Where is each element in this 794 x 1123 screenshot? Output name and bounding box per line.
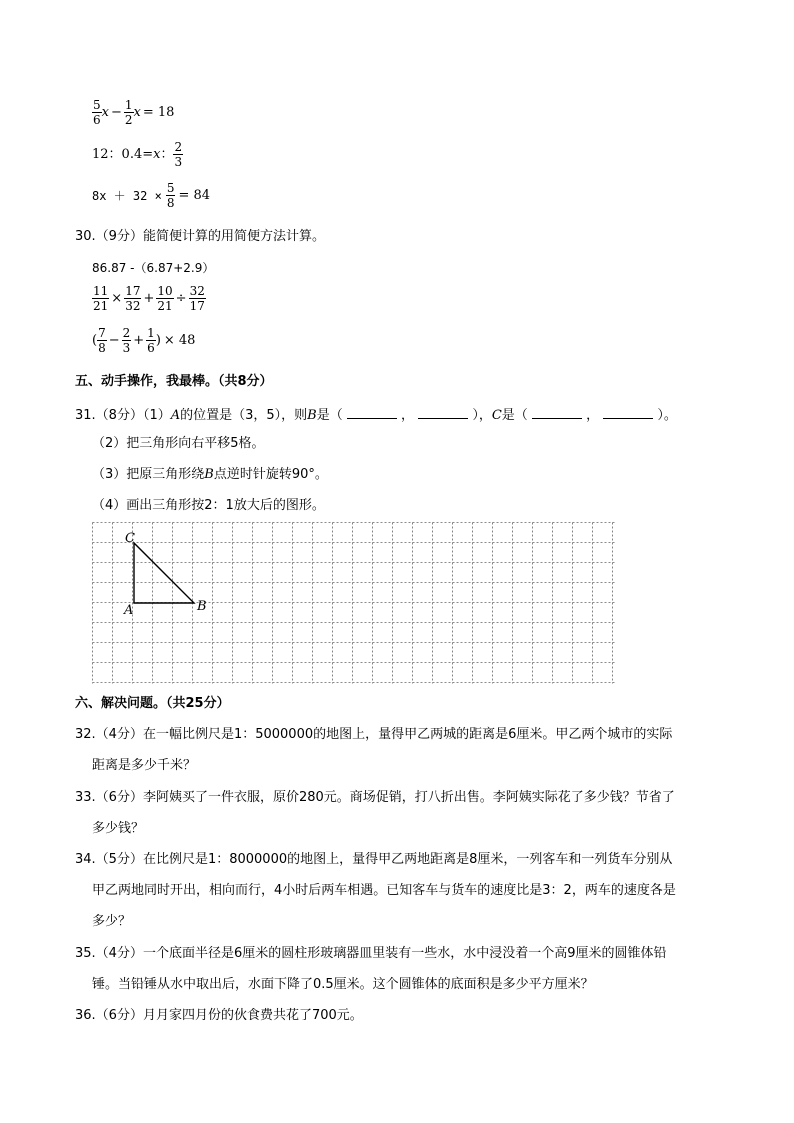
equation-lhs: 8x ＋ 32 × xyxy=(92,188,162,203)
point-label: B xyxy=(204,467,214,482)
answer-blank[interactable] xyxy=(418,405,468,419)
fraction: $\frac{11}{21}$ xyxy=(93,284,109,313)
fraction-5-8: $\frac{5}{8}$ xyxy=(166,181,175,210)
variable-x: x xyxy=(101,104,109,120)
operator: + xyxy=(143,290,155,306)
question-34-line-2: 甲乙两地同时开出，相向而行，4小时后两车相遇。已知客车与货车的速度比是3：2，两车的速度各是 xyxy=(92,883,676,898)
open-paren: ( xyxy=(92,332,98,348)
fraction: $\frac{1}{6}$ xyxy=(147,326,155,355)
question-30-line-1: 86.87 -（6.87+2.9） xyxy=(92,261,215,275)
fraction-1-2: $\frac{1}{2}$ xyxy=(124,98,133,127)
fraction: $\frac{32}{17}$ xyxy=(189,284,205,313)
colon-sign: ： xyxy=(160,146,174,162)
equation-2 xyxy=(92,140,183,169)
equation-rhs: = 84 xyxy=(178,187,211,203)
operator: × xyxy=(111,290,123,306)
question-31-sub-2: （2）把三角形向右平移5格。 xyxy=(92,436,265,451)
fraction: $\frac{10}{21}$ xyxy=(157,284,173,313)
question-30-title: 30.（9分）能简便计算的用简便方法计算。 xyxy=(75,229,325,244)
text: ， xyxy=(586,408,600,423)
equation-1 xyxy=(92,98,174,127)
question-32-line-2: 距离是多少千米？ xyxy=(92,758,197,773)
text: 点逆时针旋转90°。 xyxy=(213,467,328,482)
label-a: A xyxy=(124,603,134,618)
equation-lhs: 12：0.4= xyxy=(92,146,154,162)
text: 是（ xyxy=(501,408,528,423)
operator: − xyxy=(108,332,120,348)
fraction: $\frac{7}{8}$ xyxy=(98,326,106,355)
point-label: C xyxy=(491,408,502,423)
fraction: $\frac{2}{3}$ xyxy=(122,326,131,355)
text: ， xyxy=(401,408,415,423)
question-32-line-1: 32.（4分）在一幅比例尺是1：5000000的地图上，量得甲乙两城的距离是6厘米。甲乙两个城市的实际 xyxy=(75,727,673,742)
variable-x: x xyxy=(153,146,161,162)
fraction-2-3: $\frac{2}{3}$ xyxy=(174,140,183,169)
question-33-line-2: 多少钱？ xyxy=(92,821,145,836)
text: ）。 xyxy=(657,408,677,423)
grid-figure[interactable] xyxy=(92,522,615,684)
point-label: B xyxy=(307,408,317,423)
text: （3）把原三角形绕 xyxy=(92,467,205,482)
question-36-line-1: 36.（6分）月月家四月份的伙食费共花了700元。 xyxy=(75,1008,363,1023)
question-30-line-2 xyxy=(92,284,206,313)
section-6-heading: 六、解决问题。（共25分） xyxy=(75,696,230,711)
minus-sign: − xyxy=(110,104,122,120)
text: 的位置是（3，5），则 xyxy=(180,408,308,423)
point-label: A xyxy=(170,408,181,423)
question-34-line-1: 34.（5分）在比例尺是1：8000000的地图上，量得甲乙两地距离是8厘米，一列客车和一列货车分别从 xyxy=(75,852,673,867)
text: 31.（8分）（1） xyxy=(75,408,171,423)
triangle-abc xyxy=(134,543,194,603)
variable-x: x xyxy=(133,104,141,120)
question-33-line-1: 33.（6分）李阿姨买了一件衣服，原价280元。商场促销，打八折出售。李阿姨实际花了多少钱？节省了 xyxy=(75,790,675,805)
question-35-line-1: 35.（4分）一个底面半径是6厘米的圆柱形玻璃器皿里装有一些水，水中浸没着一个高9厘米的圆锥体铅 xyxy=(75,946,667,961)
text: ）， xyxy=(472,408,492,423)
question-31-sub-3 xyxy=(92,467,328,483)
label-b: B xyxy=(197,599,207,614)
equation-rhs: = 18 xyxy=(142,104,175,120)
answer-blank[interactable] xyxy=(347,405,397,419)
equation-rhs: × 48 xyxy=(163,332,196,348)
question-30-line-3 xyxy=(92,326,195,355)
section-5-heading: 五、动手操作，我最棒。（共8分） xyxy=(75,374,273,389)
operator: ÷ xyxy=(175,290,187,306)
question-31-sub-4: （4）画出三角形按2：1放大后的图形。 xyxy=(92,498,325,513)
fraction-5-6: $\frac{5}{6}$ xyxy=(93,98,101,127)
question-31-line-1 xyxy=(75,405,677,424)
text: 是（ xyxy=(316,408,343,423)
fraction: $\frac{17}{32}$ xyxy=(125,284,141,313)
equation-3 xyxy=(92,181,210,210)
answer-blank[interactable] xyxy=(532,405,582,419)
operator: + xyxy=(133,332,145,348)
question-35-line-2: 锤。当铅锤从水中取出后，水面下降了0.5厘米。这个圆锥体的底面积是多少平方厘米？ xyxy=(92,977,594,992)
question-34-line-3: 多少？ xyxy=(92,914,132,929)
label-c: C xyxy=(125,531,135,546)
answer-blank[interactable] xyxy=(603,405,653,419)
close-paren: ) xyxy=(155,332,161,348)
